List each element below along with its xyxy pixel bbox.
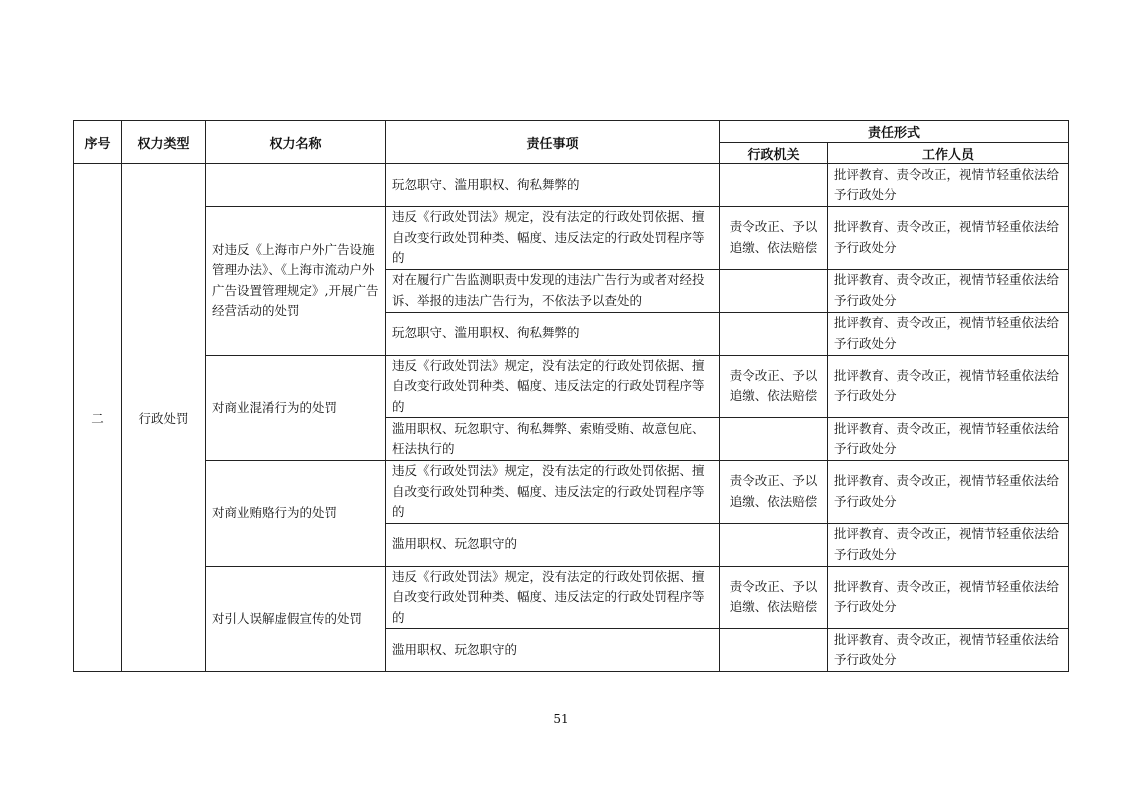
agency-cell: 责令改正、予以追缴、依法赔偿 [720, 355, 828, 418]
table-row [74, 461, 1069, 524]
table-row [74, 207, 1069, 270]
header-seq: 序号 [74, 121, 122, 164]
power-name-cell: 对违反《上海市户外广告设施管理办法》、《上海市流动户外广告设置管理规定》,开展广告经营活动的处罚 [206, 207, 386, 356]
matter-cell: 玩忽职守、滥用职权、徇私舞弊的 [386, 312, 720, 355]
responsibility-table [73, 120, 1069, 672]
power-name-cell: 对商业贿赂行为的处罚 [206, 461, 386, 567]
staff-cell: 批评教育、责令改正，视情节轻重依法给予行政处分 [828, 355, 1069, 418]
agency-cell: 责令改正、予以追缴、依法赔偿 [720, 207, 828, 270]
matter-cell: 违反《行政处罚法》规定，没有法定的行政处罚依据、擅自改变行政处罚种类、幅度、违反法定的行政处罚程序等的 [386, 207, 720, 270]
power-name-cell: 对引人误解虚假宣传的处罚 [206, 566, 386, 672]
header-power-type: 权力类型 [122, 121, 206, 164]
agency-cell [720, 629, 828, 672]
matter-cell: 对在履行广告监测职责中发现的违法广告行为或者对经投诉、举报的违法广告行为，不依法予以查处的 [386, 269, 720, 312]
matter-cell: 玩忽职守、滥用职权、徇私舞弊的 [386, 164, 720, 207]
power-name-cell: 对商业混淆行为的处罚 [206, 355, 386, 461]
header-power-name: 权力名称 [206, 121, 386, 164]
header-staff: 工作人员 [828, 143, 1069, 164]
staff-cell: 批评教育、责令改正，视情节轻重依法给予行政处分 [828, 566, 1069, 629]
agency-cell [720, 164, 828, 207]
staff-cell: 批评教育、责令改正，视情节轻重依法给予行政处分 [828, 207, 1069, 270]
matter-cell: 违反《行政处罚法》规定，没有法定的行政处罚依据、擅自改变行政处罚种类、幅度、违反法定的行政处罚程序等的 [386, 566, 720, 629]
agency-cell [720, 418, 828, 461]
power-name-cell [206, 164, 386, 207]
agency-cell [720, 269, 828, 312]
table-row [74, 164, 1069, 207]
staff-cell: 批评教育、责令改正，视情节轻重依法给予行政处分 [828, 269, 1069, 312]
header-form: 责任形式 [720, 121, 1069, 143]
staff-cell: 批评教育、责令改正，视情节轻重依法给予行政处分 [828, 312, 1069, 355]
agency-cell: 责令改正、予以追缴、依法赔偿 [720, 461, 828, 524]
staff-cell: 批评教育、责令改正，视情节轻重依法给予行政处分 [828, 523, 1069, 566]
matter-cell: 违反《行政处罚法》规定，没有法定的行政处罚依据、擅自改变行政处罚种类、幅度、违反法定的行政处罚程序等的 [386, 461, 720, 524]
table-row [74, 566, 1069, 629]
matter-cell: 滥用职权、玩忽职守的 [386, 523, 720, 566]
matter-cell: 违反《行政处罚法》规定，没有法定的行政处罚依据、擅自改变行政处罚种类、幅度、违反法定的行政处罚程序等的 [386, 355, 720, 418]
staff-cell: 批评教育、责令改正，视情节轻重依法给予行政处分 [828, 629, 1069, 672]
staff-cell: 批评教育、责令改正，视情节轻重依法给予行政处分 [828, 461, 1069, 524]
power-type-cell: 行政处罚 [122, 164, 206, 672]
agency-cell: 责令改正、予以追缴、依法赔偿 [720, 566, 828, 629]
table-row [74, 355, 1069, 418]
staff-cell: 批评教育、责令改正，视情节轻重依法给予行政处分 [828, 164, 1069, 207]
agency-cell [720, 312, 828, 355]
header-responsibility: 责任事项 [386, 121, 720, 164]
seq-cell: 二 [74, 164, 122, 672]
matter-cell: 滥用职权、玩忽职守的 [386, 629, 720, 672]
matter-cell: 滥用职权、玩忽职守、徇私舞弊、索贿受贿、故意包庇、枉法执行的 [386, 418, 720, 461]
page-number: 51 [553, 712, 569, 726]
table-body [74, 164, 1069, 672]
header-agency: 行政机关 [720, 143, 828, 164]
agency-cell [720, 523, 828, 566]
staff-cell: 批评教育、责令改正，视情节轻重依法给予行政处分 [828, 418, 1069, 461]
